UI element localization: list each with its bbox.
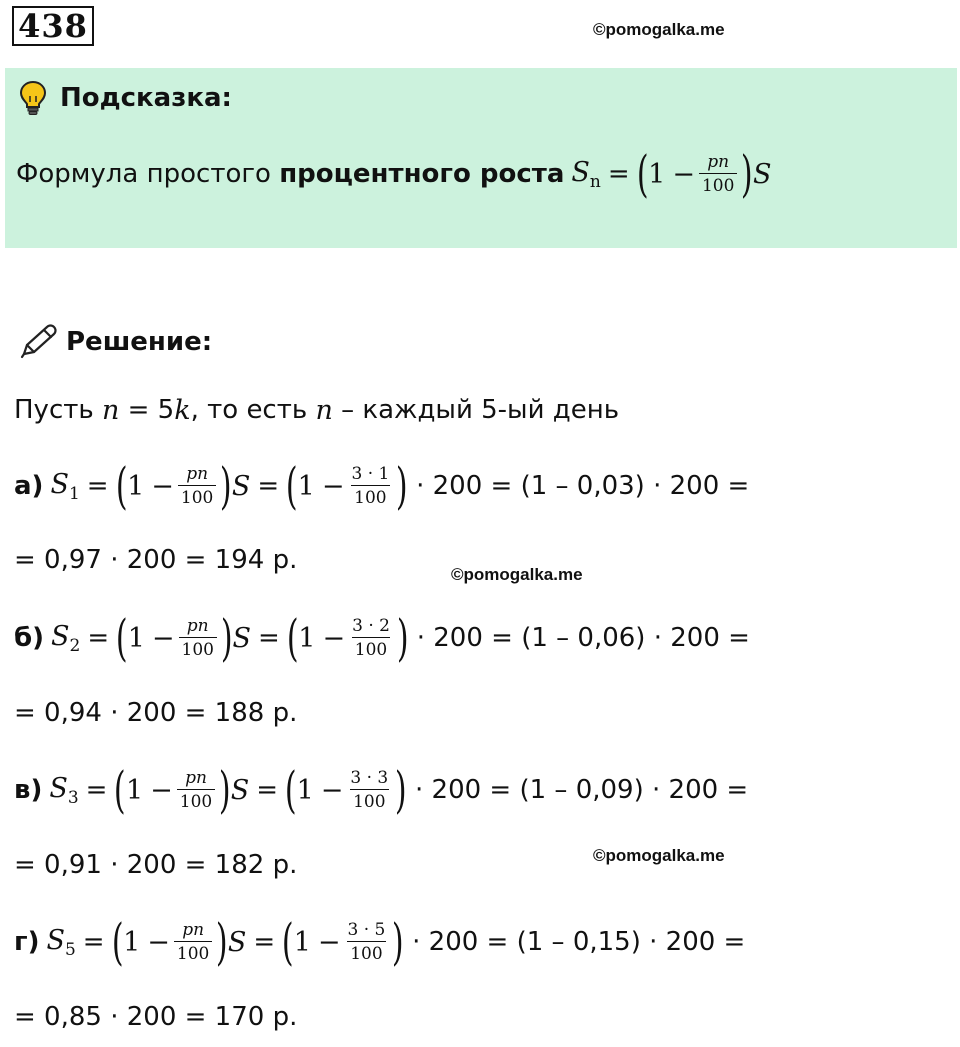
solution-item-1-result: = 0,97 · 200 = 194 р. [14,545,298,575]
solution-item-4-result: = 0,85 · 200 = 170 р. [14,1002,298,1032]
item-lhs: $S_5$ [46,924,76,960]
hint-formula-lhs: $S_n$ [571,156,601,192]
lightbulb-icon [18,80,48,116]
hint-formula-one: 1 [648,158,666,190]
item-lhs: $S_3$ [49,772,79,808]
item-general-fraction: $\frac{pn}{100}$ [179,616,217,660]
solution-title-text: Решение: [66,327,213,357]
hint-text-bold: процентного роста [279,159,565,189]
watermark-middle: ©pomogalka.me [451,565,583,584]
item-tail: · 200 = (1 – 0,06) · 200 = [408,623,750,653]
hint-formula-eq: = [607,159,630,189]
item-numeric-fraction: $\frac{3 \cdot 3}{100}$ [350,768,389,812]
pencil-icon [18,324,58,360]
item-numeric-fraction: $\frac{3 \cdot 1}{100}$ [351,464,390,508]
item-label: а) [14,471,44,501]
item-numeric-fraction: $\frac{3 \cdot 2}{100}$ [352,616,390,660]
hint-formula-minus: − [672,158,695,190]
hint-title-text: Подсказка: [60,83,232,113]
item-label: в) [14,775,43,805]
item-tail: · 200 = (1 – 0,03) · 200 = [407,471,750,501]
watermark-bottom: ©pomogalka.me [593,846,725,865]
task-number: 438 [12,6,94,46]
solution-item-1-formula: а) $S_1$ = ( 1 − $\frac{pn}{100}$ ) S = ( 1 − $\frac{3 \cdot 1}{100}$ ) · 200 = (1 – 0,03) · 200 = [14,457,750,515]
item-lhs: $S_2$ [51,620,81,656]
hint-formula-line: Формула простого процентного роста $S_n$ = ( 1 − $\frac{pn}{100}$ ) S [16,145,772,203]
item-numeric-fraction: $\frac{3 \cdot 5}{100}$ [347,920,386,964]
item-label: г) [14,927,40,957]
item-tail: · 200 = (1 – 0,09) · 200 = [406,775,749,805]
solution-item-2-result: = 0,94 · 200 = 188 р. [14,698,298,728]
solution-item-2-formula: б) $S_2$ = ( 1 − $\frac{pn}{100}$ ) S = ( 1 − $\frac{3 \cdot 2}{100}$ ) · 200 = (1 – 0,06) · 200 = [14,609,750,667]
solution-item-4-formula: г) $S_5$ = ( 1 − $\frac{pn}{100}$ ) S = ( 1 − $\frac{3 \cdot 5}{100}$ ) · 200 = (1 – 0,15) · 200 = [14,913,746,971]
hint-formula-fraction: $\frac{pn}{100}$ [699,152,737,196]
hint-text-before: Формула простого [16,159,280,189]
item-general-fraction: $\frac{pn}{100}$ [178,464,216,508]
watermark-top: ©pomogalka.me [593,20,725,39]
item-general-fraction: $\frac{pn}{100}$ [174,920,212,964]
solution-item-3-formula: в) $S_3$ = ( 1 − $\frac{pn}{100}$ ) S = ( 1 − $\frac{3 \cdot 3}{100}$ ) · 200 = (1 – 0,09) · 200 = [14,761,749,819]
item-lhs: $S_1$ [50,468,80,504]
solution-intro: Пусть n = 5 k , то есть n – каждый 5-ый день [14,394,620,426]
hint-formula-tail: S [752,158,772,190]
solution-item-3-result: = 0,91 · 200 = 182 р. [14,850,298,880]
item-general-fraction: $\frac{pn}{100}$ [177,768,215,812]
item-label: б) [14,623,45,653]
hint-title [18,80,232,116]
solution-title [18,322,212,362]
item-tail: · 200 = (1 – 0,15) · 200 = [403,927,746,957]
